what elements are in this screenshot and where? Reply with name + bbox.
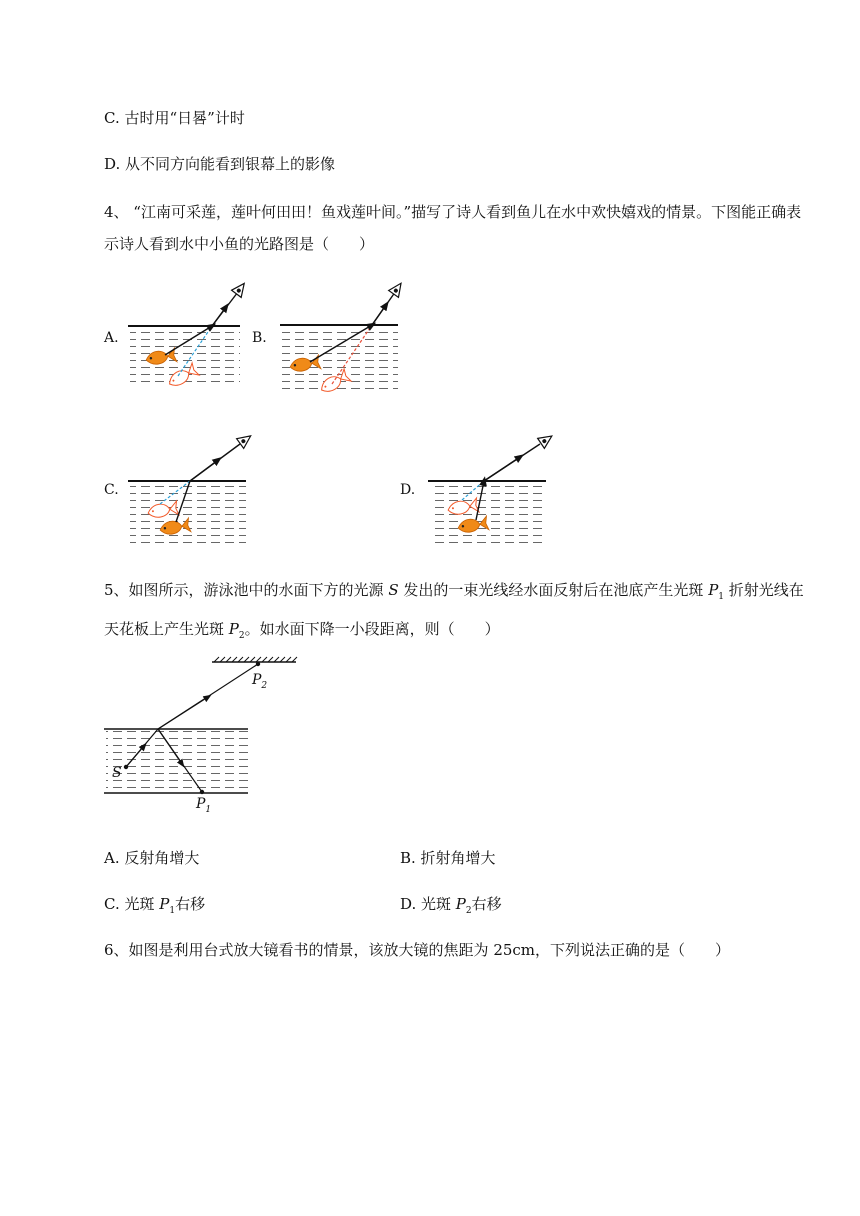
- q4-figure-d: [428, 431, 555, 546]
- q4-label-b: B.: [252, 330, 267, 346]
- q4-label-d: D.: [400, 482, 416, 498]
- q3-option-c: C. 古时用“日晷”计时: [104, 109, 245, 127]
- q3-option-d: D. 从不同方向能看到银幕上的影像: [104, 155, 336, 173]
- q5-stem: 5、如图所示，游泳池中的水面下方的光源 S 发出的一束光线经水面反射后在池底产生光斑 $P_1$ 折射光线在天花板上产生光斑 $P_2$。如水面下降一小段距离，则（ ）: [104, 581, 804, 641]
- q5-figure: [104, 657, 297, 794]
- q5-option-d: D. 光斑 $P_2$右移: [400, 895, 502, 916]
- q4-figure-b: [280, 280, 406, 396]
- q6-stem: 6、如图是利用台式放大镜看书的情景，该放大镜的焦距为 25cm，下列说法正确的是（ ）: [104, 941, 731, 959]
- q4-figure-c: [128, 431, 254, 546]
- q5-option-a: A. 反射角增大: [104, 849, 200, 867]
- q4-figure-a: [128, 280, 249, 390]
- q5-option-b: B. 折射角增大: [400, 849, 496, 867]
- q5-label-p2: $P_2$: [252, 672, 268, 691]
- q5-label-s: S: [112, 765, 122, 781]
- q4-label-c: C.: [104, 482, 119, 498]
- q5-option-c: C. 光斑 $P_1$右移: [104, 895, 206, 916]
- q5-label-p1: $P_1$: [196, 796, 212, 815]
- q4-label-a: A.: [104, 330, 119, 346]
- q4-stem: 4、 “江南可采莲，莲叶何田田！鱼戏莲叶间。”描写了诗人看到鱼儿在水中欢快嬉戏的情景。下图能正确表示诗人看到水中小鱼的光路图是（ ）: [104, 203, 802, 253]
